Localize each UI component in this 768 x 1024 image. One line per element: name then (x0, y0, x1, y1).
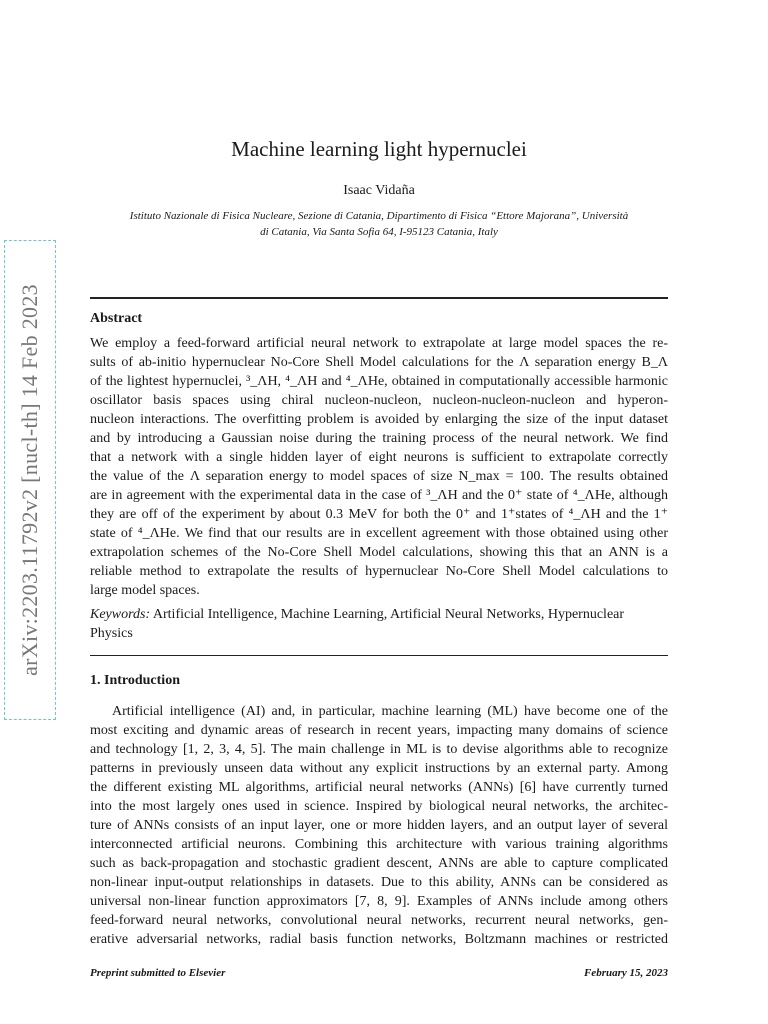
intro-line: non-linear input-output relationships in datasets. Due to this ability, ANNs can be considered as (90, 875, 668, 890)
abstract-line: are in agreement with the experimental data in the case of ³_ΛH and the 0⁺ state of ⁴_ΛHe, although (90, 488, 668, 503)
abstract-line: the value of the Λ separation energy to model spaces of size N_max = 100. The results obtained (90, 469, 668, 484)
preprint-date: February 15, 2023 (583, 967, 668, 979)
abstract-line: that a network with a single hidden layer of eight neurons is sufficient to extrapolate correctly (90, 450, 668, 465)
abstract-line: of the lightest hypernuclei, ³_ΛH, ⁴_ΛH and ⁴_ΛHe, obtained in computationally accessible harmonic (90, 374, 668, 389)
intro-line: the different existing ML algorithms, artificial neural networks (ANNs) [6] have currently turned (90, 780, 668, 795)
abstract-line: state of ⁴_ΛHe. We find that our results are in excellent agreement with those obtained using other (90, 526, 668, 541)
affiliation-line-1: Istituto Nazionale di Fisica Nucleare, Sezione di Catania, Dipartimento di Fisica “Ettore Majorana”, Università (129, 210, 629, 222)
introduction-body (90, 702, 668, 949)
abstract-line: they are off of the experiment by about 0.3 MeV for both the 0⁺ and 1⁺states of ⁴_ΛH and the 1⁺ (90, 507, 668, 522)
abstract-line: sults of ab-initio hypernuclear No-Core Shell Model calculations for the Λ separation energy B_Λ (90, 355, 668, 370)
preprint-note: Preprint submitted to Elsevier (90, 967, 226, 979)
intro-line: into the most largely ones used in science. Inspired by biological neural networks, the architec- (90, 799, 668, 814)
abstract-line: oscillator basis spaces using chiral nucleon-nucleon, nucleon-nucleon-nucleon and hyperon- (90, 393, 668, 408)
author-name: Isaac Vidaña (343, 183, 415, 198)
abstract-line: We employ a feed-forward artificial neural network to extrapolate at large model spaces the re- (90, 336, 668, 351)
intro-line: ture of ANNs consists of an input layer, one or more hidden layers, and an output layer of several (90, 818, 668, 833)
abstract-top-rule (90, 297, 668, 299)
intro-line: feed-forward neural networks, convolutional neural networks, recurrent neural networks, gen- (90, 913, 668, 928)
arxiv-identifier: arXiv:2203.11792v2 [nucl-th] 14 Feb 2023 (17, 284, 42, 676)
keywords-label: Keywords: (90, 607, 151, 622)
intro-line: patterns in previously unseen data without any explicit instructions by an external party. Among (90, 761, 668, 776)
abstract-body (90, 334, 668, 600)
abstract-line: and by introducing a Gaussian noise during the training process of the neural network. We find (90, 431, 668, 446)
affiliation-line-2: di Catania, Via Santa Sofia 64, I-95123 Catania, Italy (260, 226, 498, 238)
intro-line: universal non-linear function approximators [7, 8, 9]. Examples of ANNs include among others (90, 894, 668, 909)
intro-line: and technology [1, 2, 3, 4, 5]. The main challenge in ML is to devise algorithms able to recognize (90, 742, 668, 757)
introduction-heading: 1. Introduction (90, 673, 180, 688)
keywords-text: Artificial Intelligence, Machine Learning, Artificial Neural Networks, Hypernuclear Physics (90, 607, 625, 641)
intro-line: most exciting and dynamic areas of research in recent years, impacting many domains of science (90, 723, 668, 738)
abstract-heading: Abstract (90, 311, 143, 326)
abstract-line: nucleon interactions. The overfitting problem is avoided by enlarging the size of the input dataset (90, 412, 668, 427)
affiliation (90, 208, 668, 240)
intro-line: such as back-propagation and stochastic gradient descent, ANNs are able to capture complicated (90, 856, 668, 871)
abstract-line: large model spaces. (90, 583, 200, 598)
section-rule (90, 655, 668, 656)
abstract-line: extrapolation schemes of the No-Core Shell Model calculations, showing this that an ANN is a (90, 545, 668, 560)
arxiv-sidebar-stamp (4, 240, 56, 720)
paper-title: Machine learning light hypernuclei (231, 137, 527, 161)
intro-line: interconnected artificial neurons. Combining this architecture with various training algorithms (90, 837, 668, 852)
intro-line: erative adversarial networks, radial basis function networks, Boltzmann machines or restricted (90, 932, 668, 947)
abstract-line: reliable method to extrapolate the results of hypernuclear No-Core Shell Model calculations to (90, 564, 668, 579)
keywords (90, 605, 668, 643)
intro-line: Artificial intelligence (AI) and, in particular, machine learning (ML) have become one of the (112, 704, 668, 719)
